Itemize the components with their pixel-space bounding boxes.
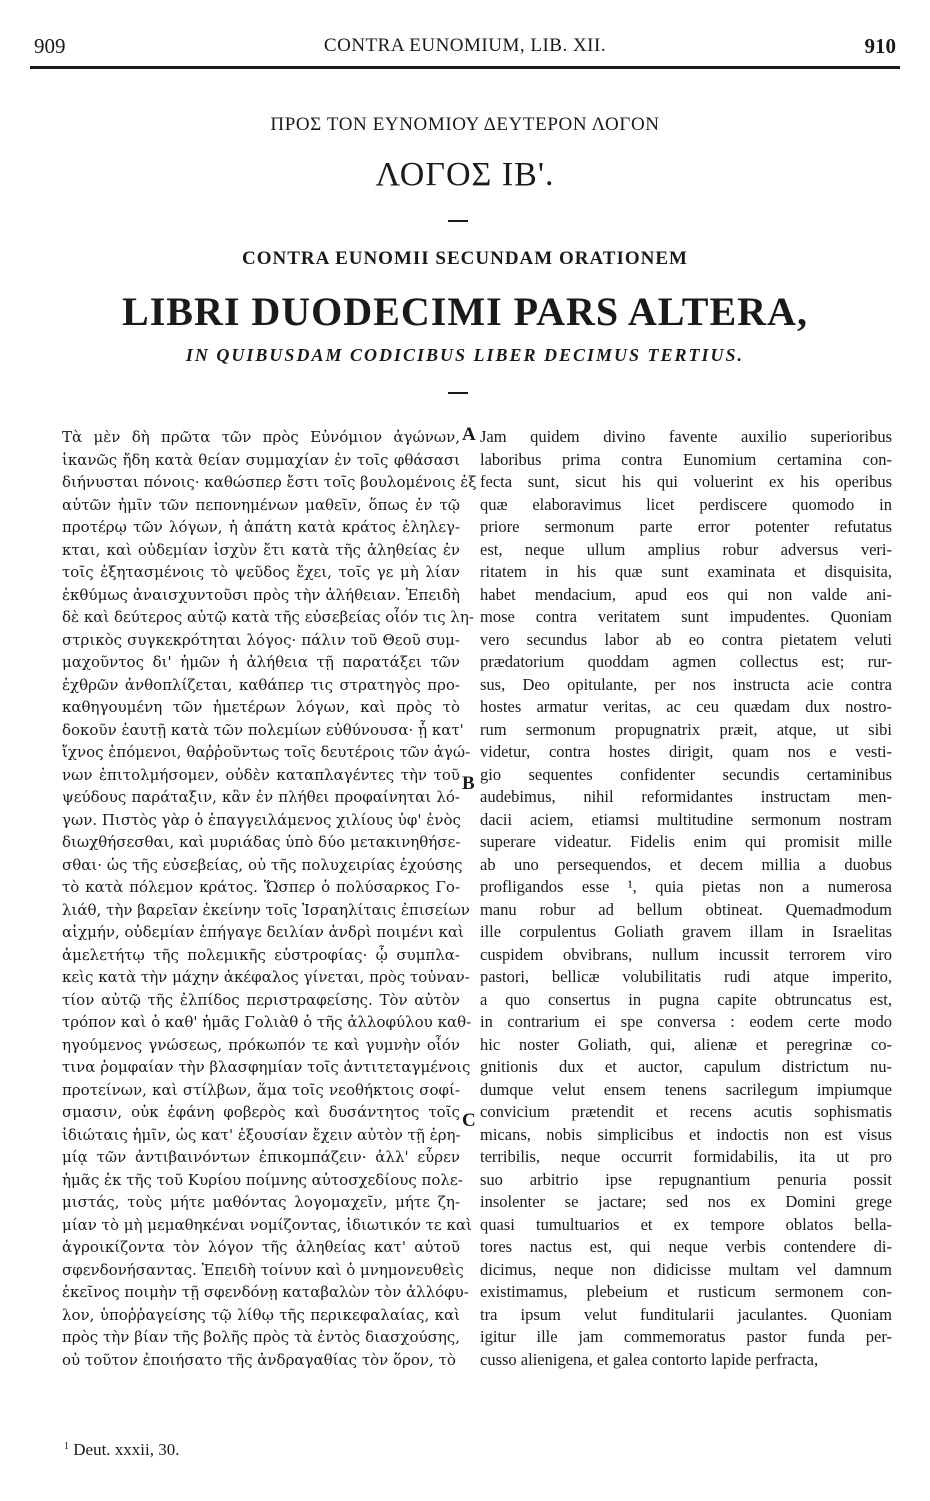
latin-text-line: cusso alienigena, et galea contorto lapide perfracta, [480, 1349, 819, 1369]
greek-text-line: κται, καὶ οὐδεμίαν ἰσχὺν ἔτι κατὰ τῆς ἀληθείας ἐν [62, 540, 460, 559]
latin-text-line: tores nactus est, qui neque verbis contendere di- [480, 1237, 892, 1256]
latin-text-line: sus, Deo opitulante, per nos instructa acie contra [480, 674, 892, 694]
greek-text-line: στρικὸς συγκεκρότηται λόγος· πάλιν τοῦ Θεοῦ συμ- [62, 630, 460, 649]
greek-text-line: δοκοῦν ἑαυτῇ κατὰ τῶν πολεμίων εὐθύνουσα· ᾗ κατ' [62, 720, 464, 739]
latin-text-line: pastori, bellicæ volubilitatis rudi atque imperito, [480, 967, 892, 986]
latin-text-line: videtur, contra hostes dirigit, quam nos e vesti- [480, 742, 892, 761]
greek-text-line: αὐτῶν ἡμῖν τῶν πεπονημένων μαθεῖν, ὅπως ἐν τῷ [62, 495, 460, 514]
latin-text-line: dicimus, neque non didicisse multam vel damnum [480, 1259, 892, 1279]
greek-text-line: τοῖς ἐξητασμένοις τὸ ψεῦδος ἔχει, τοῖς γε μὴ λίαν [62, 563, 460, 581]
latin-text-line: terribilis, neque occurrit formidabilis, ita ut pro [480, 1147, 892, 1166]
latin-text-line: rum sermonum propugnatrix præit, atque, ut sibi [480, 719, 892, 739]
latin-text-line: gnitionis dux et auctor, capulum districtum nu- [480, 1057, 892, 1076]
greek-text-line: διήνυσται πόνοις· καθώσπερ ἔστι τοῖς βουλομένοις ἐξ [62, 473, 477, 491]
latin-text-line: priore sermonum parte error potenter refutatus [480, 517, 892, 536]
greek-text-line: αἰχμήν, οὐδεμίαν ἐπήγαγε δειλίαν ἀνδρὶ ποιμένι καὶ [62, 923, 464, 941]
latin-text-line: hostes armatur veritas, ac ceu quædam dux nostro- [480, 697, 892, 716]
latin-text-line: dacii aciem, etiamsi multitudine sermonum nostram [480, 809, 892, 829]
section-marker-a: A [462, 424, 476, 445]
latin-italic-subtitle: IN QUIBUSDAM CODICIBUS LIBER DECIMUS TERTIUS. [185, 345, 745, 365]
latin-text-line: ritatem in his quæ sunt examinata et disquisita, [480, 562, 892, 581]
latin-text-line: est, neque ullum amplius robur adversus veri- [480, 539, 892, 559]
page-number-right: 910 [864, 34, 896, 58]
latin-text-line: ille corpulentus Goliath gravem illam in Israelitas [480, 922, 892, 941]
latin-text-line: tra ipsum velut funditularii jaculantes. Quoniam [480, 1304, 892, 1324]
greek-text-line: ἴχνος ἑπόμενοι, θαῤῥοῦντως τοῖς δευτέροις τῶν ἀγώ- [62, 743, 471, 761]
latin-text-line: convicium prætendit et recens acutis sophismatis [480, 1102, 892, 1121]
greek-text-line: μίαν τὸ μὴ μεμαθηκέναι νομίζοντας, ἰδιωτικόν τε καὶ [62, 1215, 472, 1234]
footnote-text: Deut. xxxii, 30. [73, 1440, 180, 1459]
latin-text-line: profligandos esse ¹, quia pietas non a numerosa [480, 877, 892, 896]
latin-text-line: Jam quidem divino favente auxilio superioribus [480, 427, 892, 446]
section-marker-b: B [462, 773, 475, 794]
latin-text-line: dumque velut ensem tenens sacrilegum impiumque [480, 1079, 892, 1099]
greek-text-line: Τὰ μὲν δὴ πρῶτα τῶν πρὸς Εὐνόμιον ἀγώνων, [62, 428, 460, 446]
greek-text-column [62, 426, 477, 1371]
greek-text-line: τινα ῥομφαίαν τὴν βλασφημίαν τοῖς ἀντιτεταγμένοις [62, 1058, 471, 1076]
greek-text-line: ἱκανῶς ἤδη κατὰ θείαν συμμαχίαν ἐν τοῖς φθάσασι [62, 450, 460, 469]
greek-text-line: οὐ τοῦτον ἐποιήσατο τῆς ἀνδραγαθίας τὸν ὅρον, τὸ [62, 1350, 456, 1369]
latin-text-line: igitur ille jam commemoratus pastor funda per- [480, 1327, 892, 1346]
running-title: CONTRA EUNOMIUM, LIB. XII. [323, 35, 607, 56]
latin-text-line: micans, nobis simplicibus et indoctis non est visus [480, 1124, 892, 1144]
greek-text-line: ἐκεῖνος ποιμὴν τῇ σφενδόνῃ καταβαλὼν τὸν ἀλλόφυ- [62, 1283, 469, 1301]
greek-text-line: προτείνων, καὶ στίλβων, ἅμα τοῖς νεοθήκτοις σοφί- [62, 1080, 460, 1099]
latin-text-line: hic noster Goliath, qui, alienæ et peregrinæ co- [480, 1034, 892, 1054]
greek-text-line: προτέρῳ τῶν λόγων, ἡ ἀπάτη κατὰ κράτος ἐληλεγ- [62, 518, 460, 536]
greek-text-line: γων. Πιστὸς γὰρ ὁ ἐπαγγειλάμενος χιλίους ὑφ' ἑνὸς [62, 810, 461, 829]
latin-text-line: insolenter se jactare; sed nos ex Domini grege [480, 1192, 892, 1211]
title-dash [448, 392, 468, 394]
title-dash [448, 220, 468, 222]
greek-subtitle: ΠΡΟΣ ΤΟΝ ΕΥΝΟΜΙΟΥ ΔΕΥΤΕΡΟΝ ΛΟΓΟΝ [270, 114, 660, 135]
greek-text-line: νων ἐπιτολμήσομεν, οὐδὲν καταπλαγέντες τὴν τοῦ [62, 765, 460, 784]
latin-subtitle: CONTRA EUNOMII SECUNDAM ORATIONEM [242, 248, 688, 269]
greek-text-line: μαχοῦντος δι' ἡμῶν ἡ ἀλήθεια τῇ παρατάξει τῶν [62, 653, 460, 671]
latin-text-line: vero secundus labor ab eo contra pietatem veluti [480, 629, 892, 649]
latin-text-line: quæ elaboravimus licet perdiscere quomodo in [480, 494, 892, 514]
greek-text-line: δὲ καὶ δεύτερος αὐτῷ κατὰ τῆς εὐσεβείας οἷόν τις λη- [62, 608, 474, 626]
greek-text-line: λιάθ, τὴν βαρεῖαν ἐκείνην τοῖς Ἰσραηλίταις ἐπισείων [62, 900, 470, 919]
footnote-mark: 1 [64, 1441, 69, 1452]
latin-text-line: manu robur ad bellum obtineat. Quemadmodum [480, 899, 892, 919]
greek-text-line: μιστάς, τοὺς μήτε μαθόντας λογομαχεῖν, μήτε ζη- [62, 1193, 460, 1211]
greek-text-line: ἐχθρῶν ἀνθοπλίζεται, καθάπερ τις στρατηγὸς προ- [62, 675, 460, 694]
latin-text-line: mose contra veritatem sunt impudentes. Quoniam [480, 607, 892, 626]
greek-text-line: ἐκθύμως ἀναισχυντοῦσι πρὸς τὴν ἀλήθειαν. Ἐπειδὴ [62, 585, 460, 604]
latin-title: LIBRI DUODECIMI PARS ALTERA, [122, 289, 808, 334]
greek-text-line: ψεύδους παράταξιν, κἂν ἐν πλήθει προφαίνηται λό- [62, 788, 460, 806]
greek-text-line: ἀμελετήτῳ τῆς πολεμικῆς εὐστροφίας· ᾧ συμπλα- [62, 945, 460, 964]
latin-text-line: superare videatur. Fidelis enim qui promisit mille [480, 832, 892, 851]
greek-text-line: καθηγουμένη τῶν ἡμετέρων λόγων, καὶ πρὸς τὸ [62, 698, 460, 716]
footnote [64, 1440, 180, 1460]
greek-text-line: λον, ὑποῤῥαγείσης τῷ λίθῳ τῆς περικεφαλαίας, καὶ [62, 1305, 460, 1324]
greek-text-line: σμασιν, οὐκ ἐφάνη φοβερὸς καὶ δυσάντητος τοῖς [62, 1103, 460, 1121]
page-number-left: 909 [34, 34, 66, 58]
greek-text-line: τρόπον καὶ ὁ καθ' ἡμᾶς Γολιὰθ ὁ τῆς ἀλλοφύλου καθ- [62, 1013, 472, 1031]
greek-text-line: πρὸς τὴν βίαν τῆς βολῆς πρὸς τὰ ἐντὸς διασχούσης, [62, 1328, 460, 1346]
latin-text-line: cuspidem obvibrans, nullum incussit terrorem viro [480, 944, 892, 964]
latin-text-line: a quo consertus in pugna capite obtruncatus est, [480, 989, 892, 1009]
greek-text-line: ἡμᾶς ἐκ τῆς τοῦ Κυρίου ποίμνης αὐτοσχεδίους πολε- [62, 1170, 463, 1189]
latin-text-line: existimamus, plebeium et rusticum sermonem con- [480, 1282, 892, 1301]
greek-text-line: διωχθήσεσθαι, καὶ μυριάδας ὑπὸ δύο μετακινηθήσε- [62, 833, 461, 851]
running-header [34, 34, 896, 62]
header-rule [30, 66, 900, 69]
latin-text-line: suo arbitrio ipse repugnantium penuria possit [480, 1169, 892, 1189]
greek-text-line: μίᾳ τῶν ἀντιβαινόντων ἐπικομπάζειν· ἀλλ' εὗρεν [62, 1148, 460, 1166]
latin-text-line: fecta sunt, sicut his qui voluerint ex his operibus [480, 472, 892, 491]
latin-text-line: gio sequentes confidenter secundis certaminibus [480, 764, 892, 784]
latin-text-line: in contrarium ei spe conversa : eodem certe modo [480, 1012, 892, 1031]
greek-text-line: τὸ κατὰ πόλεμον κράτος. Ὥσπερ ὁ πολύσαρκος Γο- [62, 878, 460, 896]
latin-text-line: laboribus prima contra Eunomium certamina con- [480, 449, 892, 469]
latin-text-line: prædatorium quoddam agmen collectus est; rur- [480, 652, 892, 671]
greek-text-line: τίον αὐτῷ τῆς ἐλπίδος περιστραφείσης. Τὸν αὐτὸν [62, 990, 460, 1009]
greek-text-line: σθαι· ὡς τῆς εὐσεβείας, οὐ τῆς πολυχειρίας ἐχούσης [62, 855, 463, 874]
greek-text-line: σφενδονήσαντας. Ἐπειδὴ τοίνυν καὶ ὁ μνημονευθεὶς [62, 1260, 464, 1279]
greek-title: ΛΟΓΟΣ ΙΒ'. [375, 156, 555, 193]
latin-text-line: habet mendacium, apud eos qui non valde ani- [480, 584, 892, 604]
greek-text-line: ηγούμενος γνώσεως, πρόκωπόν τε καὶ γυμνὴν οἷόν [62, 1035, 460, 1054]
latin-text-line: ab uno persequendos, et decem millia a duobus [480, 854, 892, 874]
greek-text-line: ἀγροικίζοντα τὸν λόγον τῆς ἀληθείας κατ' αὐτοῦ [62, 1238, 460, 1256]
latin-text-line: quasi tumultuarios et ex tempore oblatos bella- [480, 1214, 892, 1234]
latin-text-line: audebimus, nihil reformidantes instructam men- [480, 787, 892, 806]
greek-text-line: ἰδιώταις ἡμῖν, ὡς κατ' ἐξουσίαν ἔχειν αὐτὸν τῇ ἐρη- [62, 1125, 461, 1144]
section-marker-c: C [462, 1110, 476, 1131]
greek-text-line: κεὶς κατὰ τὴν μάχην ἀκέφαλος γίνεται, πρὸς τοὐναν- [62, 968, 470, 986]
latin-text-column [480, 426, 892, 1371]
